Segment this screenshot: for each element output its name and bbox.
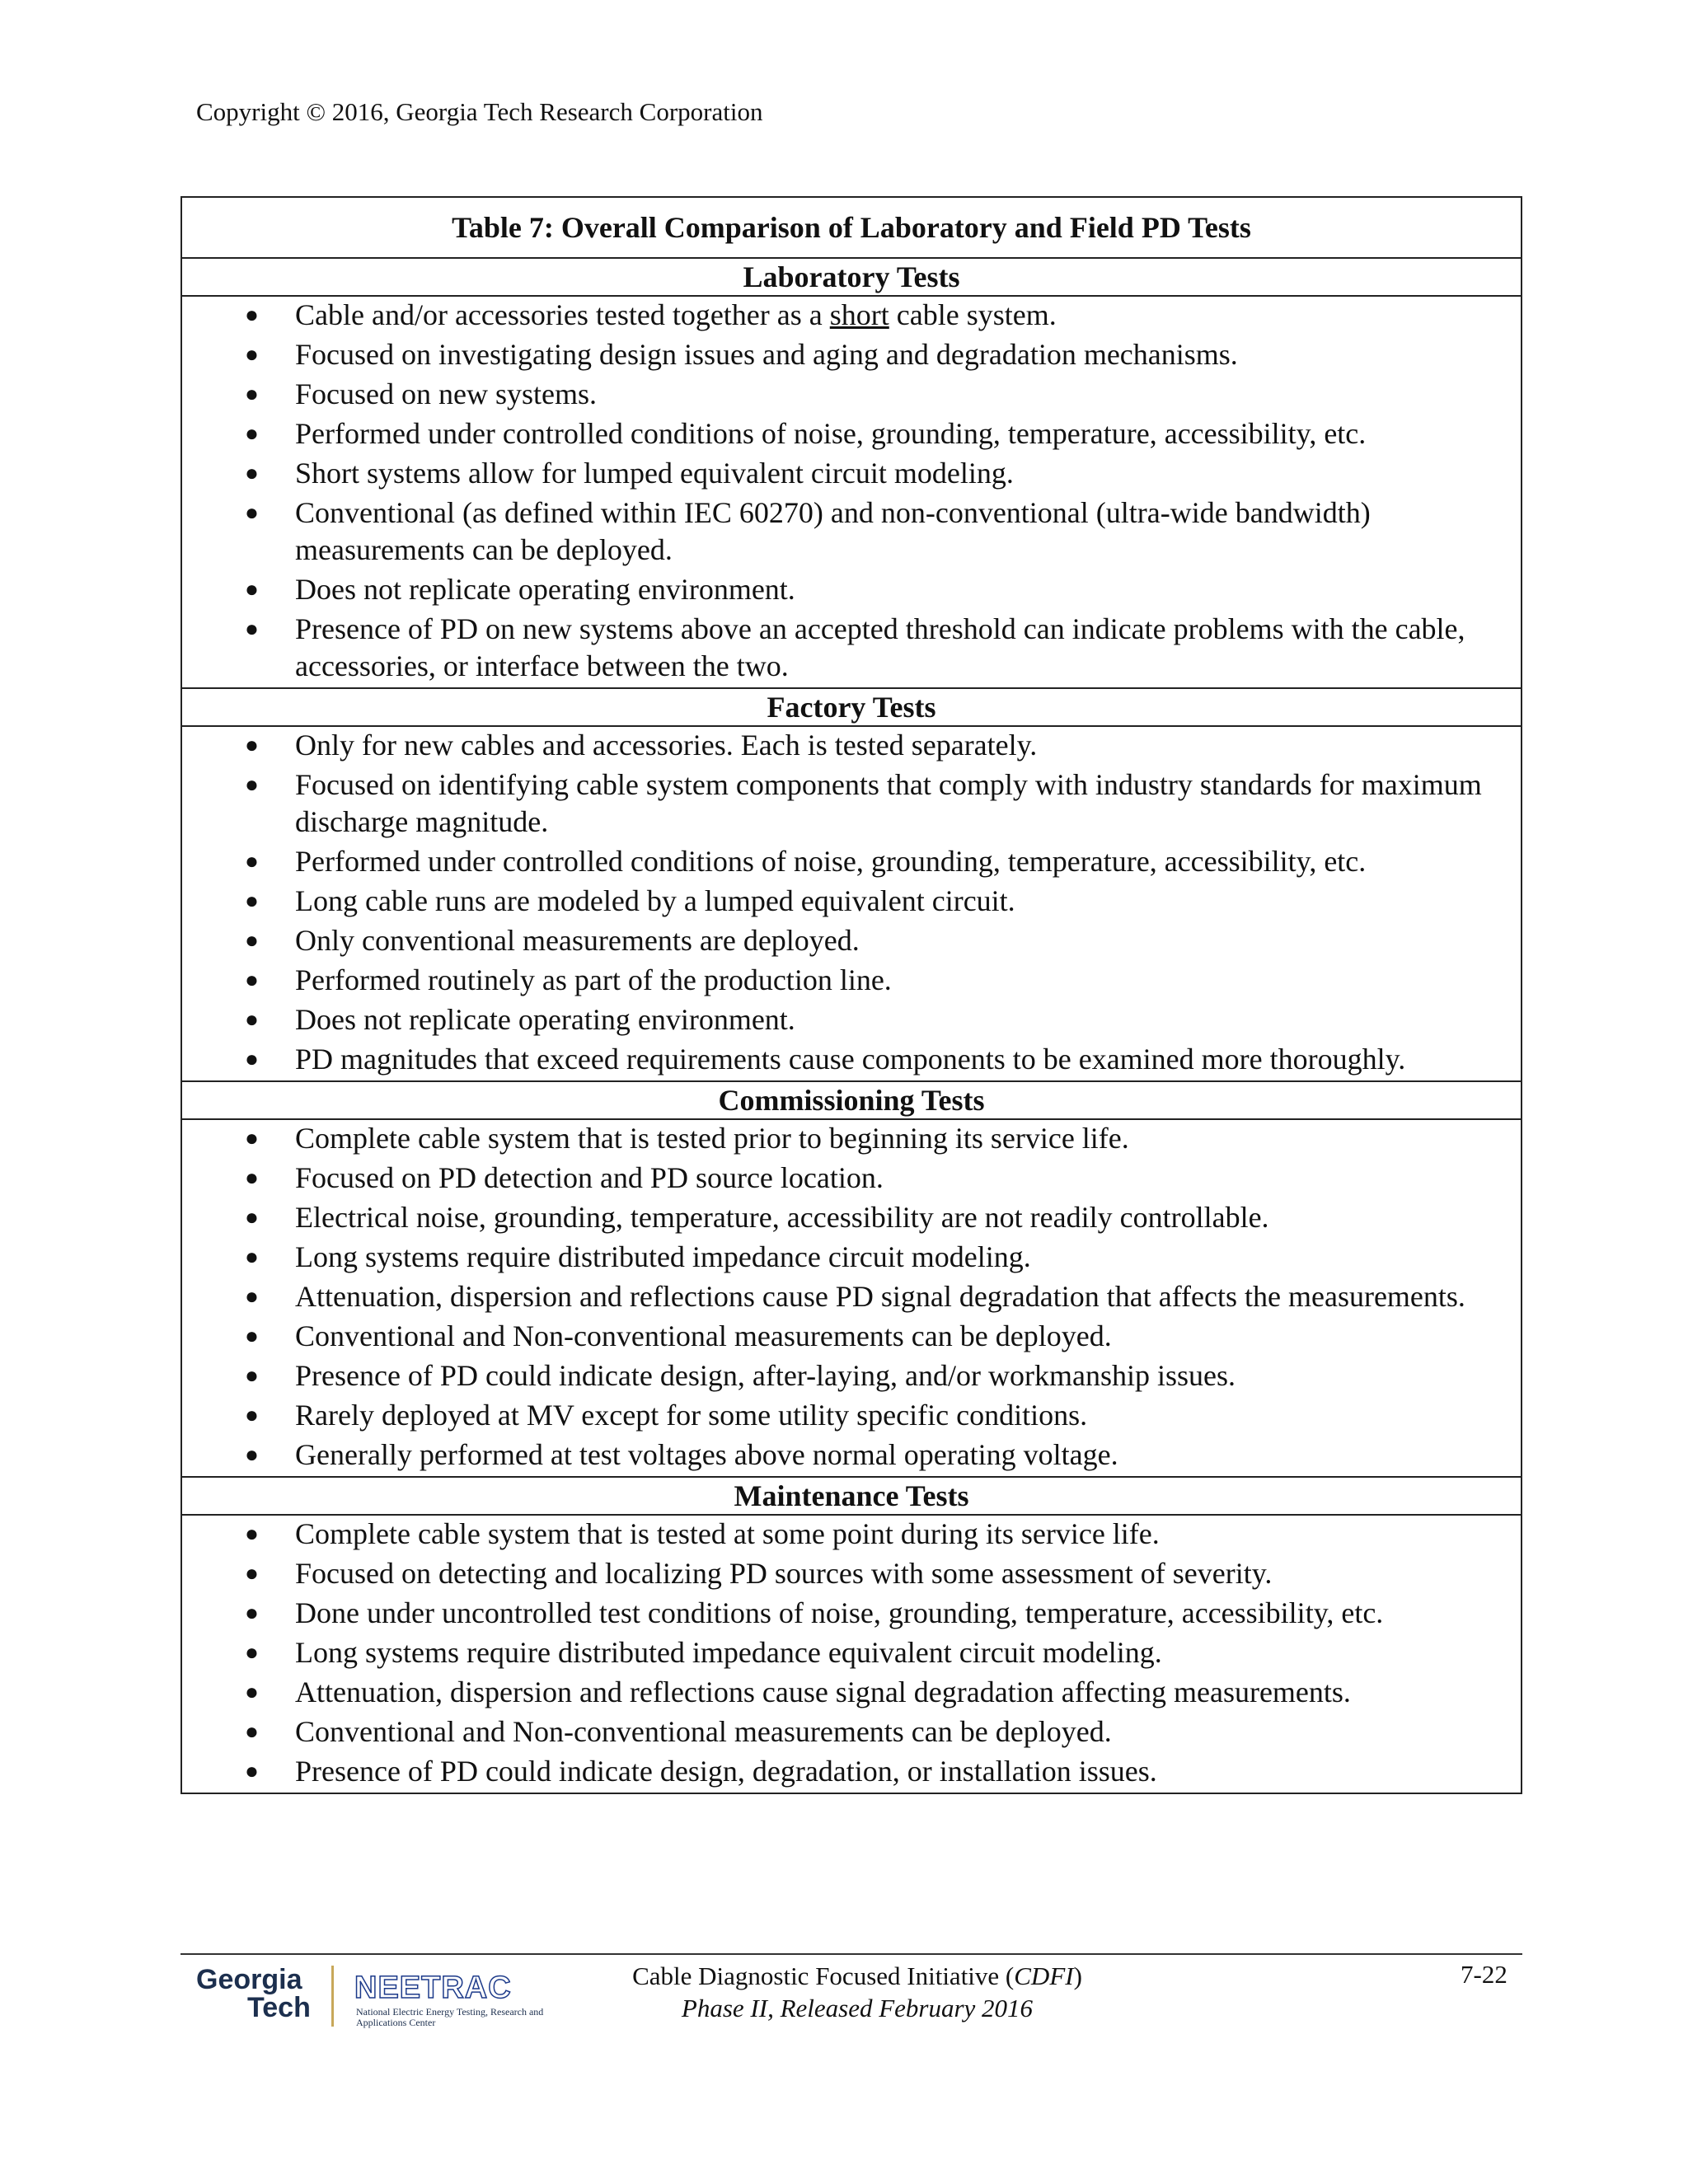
list-item	[182, 1436, 1521, 1474]
list-item-text: Only conventional measurements are deployed.	[295, 924, 860, 957]
list-item-text: Performed routinely as part of the production line.	[295, 963, 892, 996]
bullet-icon: ●	[245, 1126, 259, 1151]
list-item	[182, 922, 1521, 959]
bullet-list	[182, 297, 1521, 685]
bullet-icon: ●	[245, 1244, 259, 1270]
copyright-text: Copyright © 2016, Georgia Tech Research Corporation	[196, 97, 763, 126]
bullet-icon: ●	[245, 1047, 259, 1072]
bullet-icon: ●	[245, 968, 259, 993]
list-item-text: Complete cable system that is tested prior to beginning its service life.	[295, 1122, 1129, 1155]
list-item	[182, 1555, 1521, 1592]
list-item	[182, 1595, 1521, 1632]
footer-divider	[181, 1953, 1522, 1955]
list-item	[182, 1634, 1521, 1671]
list-item-text: Does not replicate operating environment.	[295, 1003, 795, 1036]
list-item	[182, 766, 1521, 841]
section-heading-factory: Factory Tests	[182, 689, 1521, 727]
list-item	[182, 1239, 1521, 1276]
list-item	[182, 297, 1521, 334]
list-item	[182, 376, 1521, 413]
list-item	[182, 336, 1521, 373]
footer-line-2: Phase II, Released February 2016	[681, 1994, 1034, 2022]
bullet-icon: ●	[245, 616, 259, 642]
bullet-icon: ●	[245, 849, 259, 874]
list-item	[182, 1516, 1521, 1553]
section-body-commissioning	[182, 1120, 1521, 1478]
list-item	[182, 1278, 1521, 1315]
bullet-icon: ●	[245, 1205, 259, 1230]
list-item-text: Complete cable system that is tested at some point during its service life.	[295, 1517, 1160, 1550]
list-item	[182, 962, 1521, 999]
section-heading-laboratory: Laboratory Tests	[182, 259, 1521, 297]
list-item-text: Presence of PD could indicate design, degradation, or installation issues.	[295, 1755, 1157, 1788]
list-item-text: Focused on PD detection and PD source location.	[295, 1161, 884, 1194]
section-body-laboratory	[182, 297, 1521, 689]
bullet-icon: ●	[245, 1363, 259, 1389]
list-item-text: Conventional and Non-conventional measurements can be deployed.	[295, 1715, 1112, 1748]
bullet-icon: ●	[245, 1680, 259, 1705]
bullet-icon: ●	[245, 1561, 259, 1586]
logo-divider	[331, 1966, 334, 2027]
list-item-text: Conventional (as defined within IEC 60270) and non-conventional (ultra-wide bandwidth) measurements can be deployed.	[295, 496, 1371, 566]
list-item-text: Focused on investigating design issues and aging and degradation mechanisms.	[295, 338, 1238, 371]
georgia-tech-logo-georgia: Georgia	[196, 1964, 302, 1995]
list-item-text: Cable and/or accessories tested together as a short cable system.	[295, 298, 1057, 331]
list-item-text: Focused on new systems.	[295, 377, 597, 410]
bullet-icon: ●	[245, 421, 259, 447]
list-item	[182, 843, 1521, 880]
section-heading-maintenance: Maintenance Tests	[182, 1478, 1521, 1516]
list-item	[182, 1713, 1521, 1750]
list-item-text: Focused on identifying cable system components that comply with industry standards for maximum discharge magnitude.	[295, 768, 1482, 838]
bullet-icon: ●	[245, 1601, 259, 1626]
bullet-icon: ●	[245, 1165, 259, 1191]
bullet-icon: ●	[245, 1640, 259, 1666]
table-title: Table 7: Overall Comparison of Laboratory and Field PD Tests	[182, 198, 1521, 259]
underlined-word: short	[829, 298, 889, 331]
bullet-icon: ●	[245, 342, 259, 368]
list-item	[182, 1001, 1521, 1038]
list-item	[182, 727, 1521, 764]
cdfi-acronym: CDFI	[1014, 1961, 1074, 1990]
bullet-icon: ●	[245, 382, 259, 407]
list-item-text: Electrical noise, grounding, temperature, accessibility are not readily controllable.	[295, 1201, 1269, 1234]
footer-logos	[196, 1964, 542, 2030]
list-item	[182, 415, 1521, 452]
bullet-list	[182, 1516, 1521, 1790]
list-item-text: Long systems require distributed impedance equivalent circuit modeling.	[295, 1636, 1162, 1669]
list-item	[182, 1318, 1521, 1355]
bullet-icon: ●	[245, 1759, 259, 1784]
bullet-icon: ●	[245, 772, 259, 798]
list-item	[182, 1674, 1521, 1711]
list-item	[182, 1160, 1521, 1197]
bullet-icon: ●	[245, 500, 259, 526]
footer-center	[626, 1960, 1088, 2024]
bullet-icon: ●	[245, 733, 259, 758]
list-item-text: Does not replicate operating environment.	[295, 573, 795, 606]
neetrac-logo: NEETRAC	[354, 1971, 512, 2005]
list-item-text: Presence of PD on new systems above an accepted threshold can indicate problems with the cable, accessories, or interface between the two.	[295, 612, 1465, 682]
list-item-text: Done under uncontrolled test conditions of noise, grounding, temperature, accessibility, etc.	[295, 1596, 1384, 1629]
bullet-icon: ●	[245, 577, 259, 602]
list-item-text: Attenuation, dispersion and reflections cause signal degradation affecting measurements.	[295, 1675, 1351, 1708]
bullet-icon: ●	[245, 928, 259, 954]
bullet-icon: ●	[245, 302, 259, 328]
list-item	[182, 1041, 1521, 1078]
comparison-table	[181, 196, 1522, 1794]
list-item	[182, 883, 1521, 920]
bullet-list	[182, 1120, 1521, 1474]
list-item	[182, 1357, 1521, 1394]
list-item-text: Presence of PD could indicate design, after-laying, and/or workmanship issues.	[295, 1359, 1236, 1392]
list-item	[182, 571, 1521, 608]
list-item	[182, 1120, 1521, 1157]
list-item	[182, 455, 1521, 492]
list-item-text: Performed under controlled conditions of noise, grounding, temperature, accessibility, etc.	[295, 417, 1367, 450]
bullet-icon: ●	[245, 1442, 259, 1468]
bullet-icon: ●	[245, 888, 259, 914]
list-item-text: Long systems require distributed impedance circuit modeling.	[295, 1240, 1031, 1273]
list-item-text: Only for new cables and accessories. Each is tested separately.	[295, 729, 1038, 762]
section-heading-commissioning: Commissioning Tests	[182, 1082, 1521, 1120]
list-item-text: Short systems allow for lumped equivalent circuit modeling.	[295, 457, 1014, 490]
georgia-tech-logo-tech: Tech	[247, 1992, 311, 2023]
list-item-text: Focused on detecting and localizing PD sources with some assessment of severity.	[295, 1557, 1273, 1590]
list-item	[182, 1753, 1521, 1790]
list-item	[182, 611, 1521, 685]
bullet-list	[182, 727, 1521, 1078]
bullet-icon: ●	[245, 1284, 259, 1310]
list-item-text: Generally performed at test voltages above normal operating voltage.	[295, 1438, 1118, 1471]
footer-line-1: Cable Diagnostic Focused Initiative (CDFI)	[632, 1961, 1082, 1990]
section-body-factory	[182, 727, 1521, 1082]
list-item-text: Rarely deployed at MV except for some utility specific conditions.	[295, 1399, 1088, 1432]
list-item	[182, 1199, 1521, 1236]
list-item	[182, 494, 1521, 569]
neetrac-logo-subtitle: National Electric Energy Testing, Research and Applications Center	[356, 2006, 544, 2028]
list-item-text: Attenuation, dispersion and reflections cause PD signal degradation that affects the measurements.	[295, 1280, 1465, 1313]
bullet-icon: ●	[245, 1521, 259, 1547]
bullet-icon: ●	[245, 1403, 259, 1428]
section-body-maintenance	[182, 1516, 1521, 1790]
list-item	[182, 1397, 1521, 1434]
bullet-icon: ●	[245, 1719, 259, 1745]
bullet-icon: ●	[245, 1007, 259, 1033]
page-number: 7-22	[1461, 1960, 1507, 1989]
bullet-icon: ●	[245, 1324, 259, 1349]
list-item-text: Performed under controlled conditions of noise, grounding, temperature, accessibility, etc.	[295, 845, 1367, 878]
list-item-text: Conventional and Non-conventional measurements can be deployed.	[295, 1319, 1112, 1352]
list-item-text: Long cable runs are modeled by a lumped equivalent circuit.	[295, 884, 1015, 917]
bullet-icon: ●	[245, 461, 259, 486]
list-item-text: PD magnitudes that exceed requirements cause components to be examined more thoroughly.	[295, 1043, 1406, 1076]
